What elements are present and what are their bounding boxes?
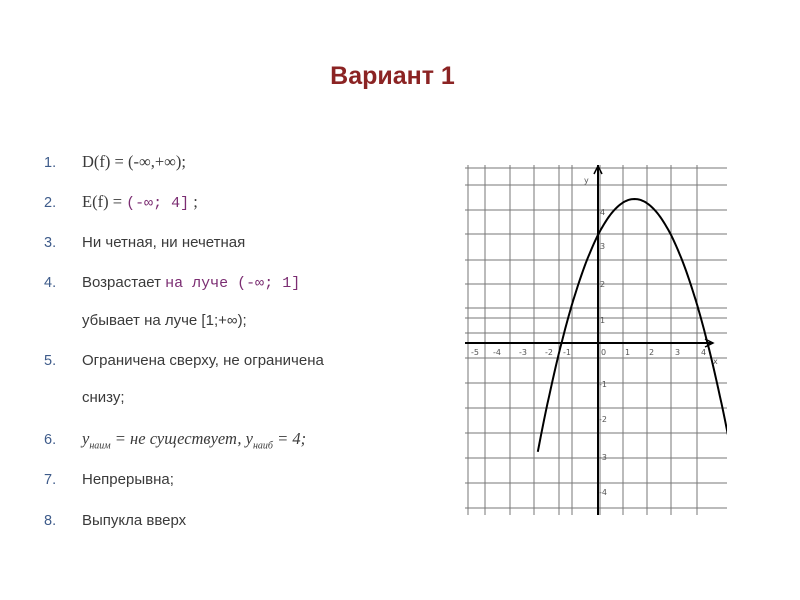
- formula-text: = не существует,: [110, 429, 246, 448]
- list-item-boundedness: [44, 351, 324, 371]
- item-number: 6.: [44, 432, 57, 448]
- y-symbol: y: [82, 429, 90, 448]
- item-number: 1.: [44, 155, 57, 171]
- x-tick-label: 2: [649, 348, 655, 357]
- item-text-end: ;: [189, 192, 198, 211]
- item-text: Непрерывна;: [82, 471, 174, 488]
- y-tick-label: 4: [600, 208, 606, 217]
- x-tick-label: -3: [519, 348, 527, 357]
- formula-text: = 4;: [272, 429, 307, 448]
- list-item-parity: [44, 233, 245, 253]
- x-tick-label: -1: [563, 348, 571, 357]
- item-continuation: убывает на луче [1;+∞);: [82, 312, 247, 329]
- item-number: 3.: [44, 235, 57, 251]
- x-tick-label: -2: [545, 348, 553, 357]
- item-number: 2.: [44, 195, 57, 211]
- y-tick-label: 3: [600, 242, 606, 251]
- item-continuation: снизу;: [82, 389, 125, 406]
- x-axis-label: x: [713, 357, 718, 366]
- x-tick-label: 1: [625, 348, 631, 357]
- item-formula: [82, 429, 307, 452]
- x-tick-label: -5: [471, 348, 479, 357]
- graph-grid: [465, 165, 727, 515]
- list-item-convexity: [44, 511, 186, 531]
- list-item-domain: [44, 152, 186, 173]
- item-highlight: на луче (-∞; 1]: [165, 275, 301, 292]
- graph-labels: [471, 176, 718, 497]
- item-text: D(f) = (-∞,+∞);: [82, 152, 186, 171]
- parabola-graph: [465, 165, 727, 515]
- item-text: E(f) =: [82, 192, 127, 211]
- list-item-monotonicity: [44, 273, 300, 294]
- item-text: Ограничена сверху, не ограничена: [82, 352, 324, 369]
- y-tick-label: -3: [599, 453, 607, 462]
- item-number: 8.: [44, 513, 57, 529]
- slide-title: Вариант 1: [330, 62, 455, 90]
- y-axis-label: y: [584, 176, 589, 185]
- y-tick-label: -2: [599, 415, 607, 424]
- list-item-range: [44, 192, 198, 214]
- y-subscript: наиб: [252, 440, 273, 452]
- x-tick-label: 4: [701, 348, 707, 357]
- x-tick-label: -4: [493, 348, 501, 357]
- item-text: Возрастает: [82, 274, 166, 291]
- parabola-curve: [538, 199, 727, 452]
- list-item-extrema: [44, 429, 306, 456]
- item-number: 5.: [44, 353, 57, 369]
- item-number: 7.: [44, 472, 57, 488]
- y-tick-label: 2: [600, 280, 606, 289]
- y-tick-label: -1: [599, 380, 607, 389]
- x-tick-label: 3: [675, 348, 681, 357]
- list-item-continuity: [44, 470, 174, 490]
- y-subscript: наим: [89, 440, 111, 452]
- y-tick-label: -4: [599, 488, 607, 497]
- item-text: Ни четная, ни нечетная: [82, 234, 246, 251]
- item-highlight: (-∞; 4]: [126, 195, 190, 212]
- item-number: 4.: [44, 275, 57, 291]
- origin-label: 0: [601, 348, 607, 357]
- y-tick-label: 1: [600, 316, 606, 325]
- item-text: Выпукла вверх: [82, 512, 187, 529]
- y-symbol: y: [245, 429, 253, 448]
